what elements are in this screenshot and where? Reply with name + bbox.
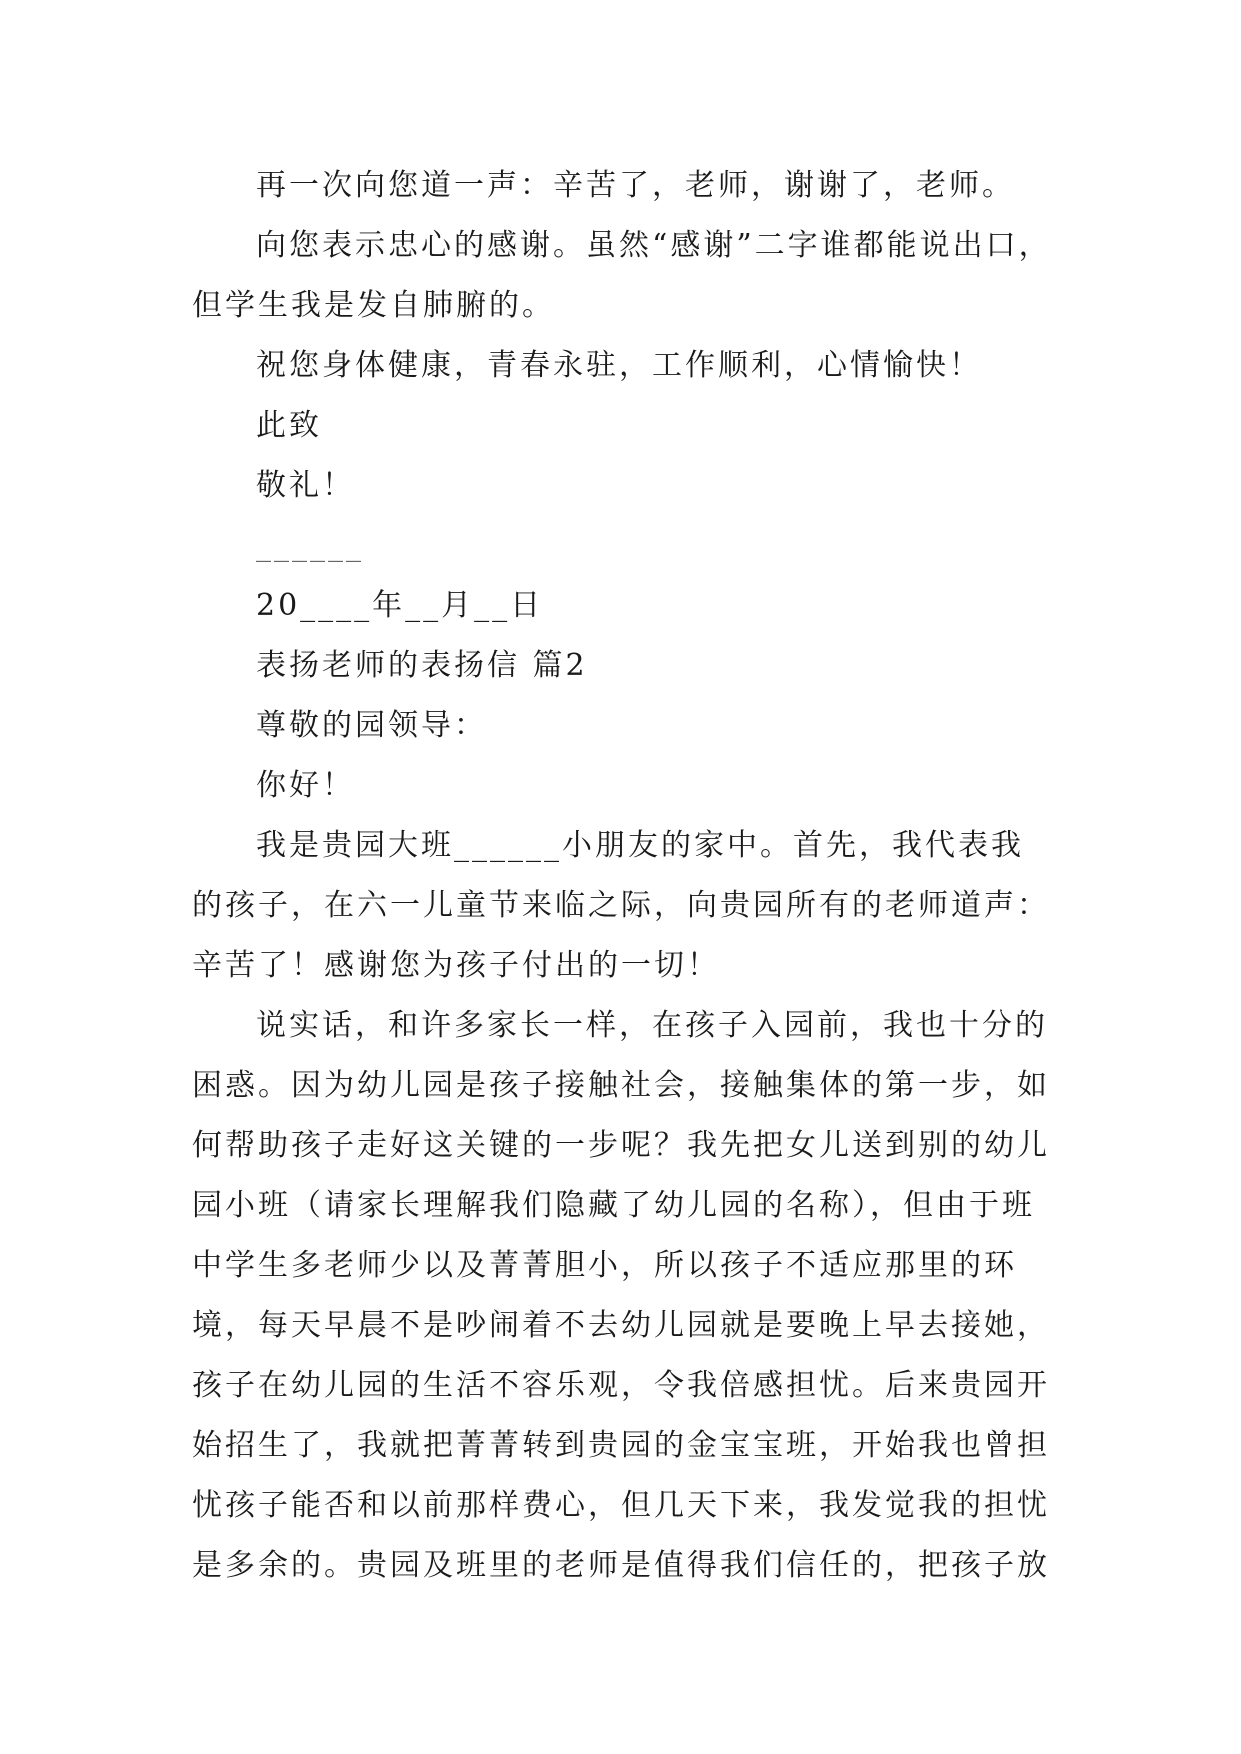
closing-salutation: 此致: [256, 408, 322, 443]
signature-blank: ______: [256, 528, 364, 563]
paragraph-gratitude: [192, 216, 1052, 336]
greeting-hello: 你好！: [256, 768, 355, 803]
paragraph-thanks-again: 再一次向您道一声：辛苦了，老师，谢谢了，老师。: [256, 168, 1015, 203]
paragraph-story: [192, 996, 1052, 1596]
closing-regards: 敬礼！: [256, 468, 355, 503]
greeting-recipient: 尊敬的园领导：: [256, 708, 487, 743]
paragraph-wishes: 祝您身体健康，青春永驻，工作顺利，心情愉快！: [256, 348, 982, 383]
date-line: 20____年__月__日: [256, 588, 544, 623]
paragraph-gratitude-text: 向您表示忠心的感谢。虽然“感谢”二字谁都能说出口，但学生我是发自肺腑的。: [192, 228, 1052, 323]
paragraph-story-text: 说实话，和许多家长一样，在孩子入园前，我也十分的困惑。因为幼儿园是孩子接触社会，接触集体的第一步，如何帮助孩子走好这关键的一步呢？我先把女儿送到别的幼儿园小班（请家长理解我们隐藏了幼儿园的名称），但由于班中学生多老师少以及菁菁胆小，所以孩子不适应那里的环境，每天早晨不是吵闹着不去幼儿园就是要晚上早去接她，孩子在幼儿园的生活不容乐观，令我倍感担忧。后来贵园开始招生了，我就把菁菁转到贵园的金宝宝班，开始我也曾担忧孩子能否和以前那样费心，但几天下来，我发觉我的担忧是多余的。贵园及班里的老师是值得我们信任的，把孩子放: [192, 1008, 1050, 1583]
section-heading: 表扬老师的表扬信 篇2: [256, 648, 588, 683]
paragraph-introduction: [192, 816, 1052, 996]
paragraph-introduction-text: 我是贵园大班______小朋友的家中。首先，我代表我的孩子，在六一儿童节来临之际，向贵园所有的老师道声：辛苦了！感谢您为孩子付出的一切！: [192, 828, 1050, 983]
